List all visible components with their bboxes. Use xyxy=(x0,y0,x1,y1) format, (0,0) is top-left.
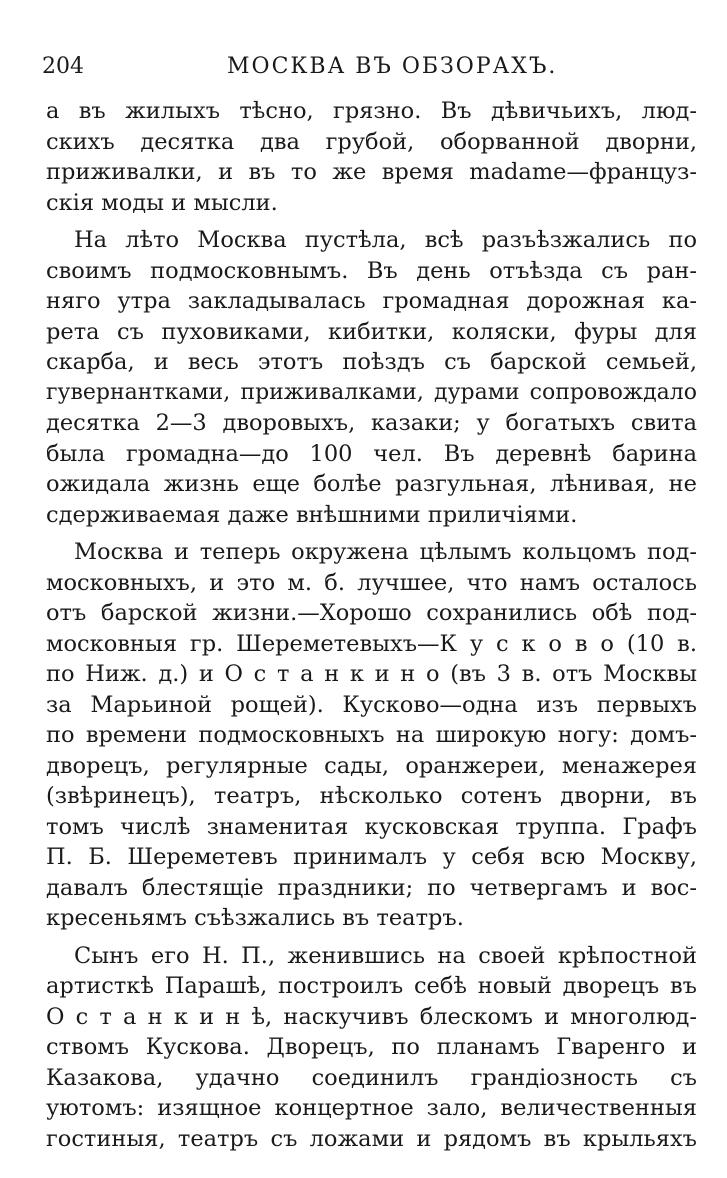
text-line: На лѣто Москва пустѣла, всѣ разъѣзжались по xyxy=(74,227,697,253)
text-line: десятка 2—3 дворовыхъ, казаки; у богатыхъ свита xyxy=(46,410,697,436)
body-text xyxy=(46,96,697,1154)
text-line: няго утра закладывалась громадная дорожная ка- xyxy=(46,288,697,314)
text-line: московныхъ, и это м. б. лучшее, что намъ осталось xyxy=(46,569,697,596)
text-line: дворецъ, регулярные сады, оранжереи, менажерея xyxy=(46,752,697,779)
text-line: Москва и теперь окружена цѣлымъ кольцомъ под- xyxy=(74,539,697,565)
text-line: гостиныя, театръ съ ложами и рядомъ въ крыльяхъ xyxy=(46,1125,697,1152)
text-line: московныя гр. Шереметевыхъ—К у с к о в о (10 в. xyxy=(46,630,697,657)
text-line: по времени подмосковныхъ на широкую ногу: домъ- xyxy=(46,722,697,748)
running-head xyxy=(42,50,697,84)
text-line: была громадна—до 100 чел. Въ деревнѣ барина xyxy=(46,440,697,467)
text-line: скарба, и весь этотъ поѣздъ съ барской семьей, xyxy=(46,349,697,375)
text-line: рета съ пуховиками, кибитки, коляски, фуры для xyxy=(46,318,697,345)
text-line: артисткѣ Парашѣ, построилъ себѣ новый дворецъ въ xyxy=(46,973,697,999)
text-line: П. Б. Шереметевъ принималъ у себя всю Москву, xyxy=(46,844,697,870)
text-line: гувернантками, приживалками, дурами сопровождало xyxy=(46,379,697,405)
text-line: кресеньямъ съѣзжались въ театръ. xyxy=(46,905,464,931)
text-line: давалъ блестящіе праздники; по четвергамъ и вос- xyxy=(46,874,697,901)
text-line: О с т а н к и н ѣ, наскучивъ блескомъ и многолюд- xyxy=(46,1003,697,1030)
text-line: своимъ подмосковнымъ. Въ день отъѣзда съ ран- xyxy=(46,257,697,284)
paragraph xyxy=(46,941,697,1155)
running-title: МОСКВА ВЪ ОБЗОРАХЪ. xyxy=(227,54,558,79)
text-line: а въ жилыхъ тѣсно, грязно. Въ дѣвичьихъ, люд- xyxy=(46,98,697,124)
text-line: по Ниж. д.) и О с т а н к и н о (въ 3 в. отъ Москвы xyxy=(46,661,697,687)
paragraph xyxy=(46,225,697,530)
text-line: ожидала жизнь еще болѣе разгульная, лѣнивая, не xyxy=(46,471,697,497)
paragraph xyxy=(46,96,697,218)
text-line: скихъ десятка два грубой, оборванной дворни, xyxy=(46,128,697,155)
text-line: скія моды и мысли. xyxy=(46,189,278,216)
text-line: томъ числѣ знаменитая кусковская труппа. Графъ xyxy=(46,813,697,840)
text-line: ствомъ Кускова. Дворецъ, по планамъ Гваренго и xyxy=(46,1034,697,1060)
text-line: уютомъ: изящное концертное зало, величественныя xyxy=(46,1095,697,1121)
text-line: отъ барской жизни.—Хорошо сохранились обѣ под- xyxy=(46,600,697,626)
paragraph xyxy=(46,537,697,934)
page-number: 204 xyxy=(42,54,84,79)
text-line: Сынъ его Н. П., женившись на своей крѣпостной xyxy=(74,942,697,969)
text-line: (звѣринецъ), театръ, нѣсколько сотенъ дворни, въ xyxy=(46,783,697,809)
text-line: сдерживаемая даже внѣшними приличіями. xyxy=(46,501,578,528)
text-line: за Марьиной рощей). Кусково—одна изъ первыхъ xyxy=(46,691,697,718)
text-line: Казакова, удачно соединилъ грандіозность съ xyxy=(46,1064,697,1091)
text-line: приживалки, и въ то же время madame—француз- xyxy=(46,159,697,185)
